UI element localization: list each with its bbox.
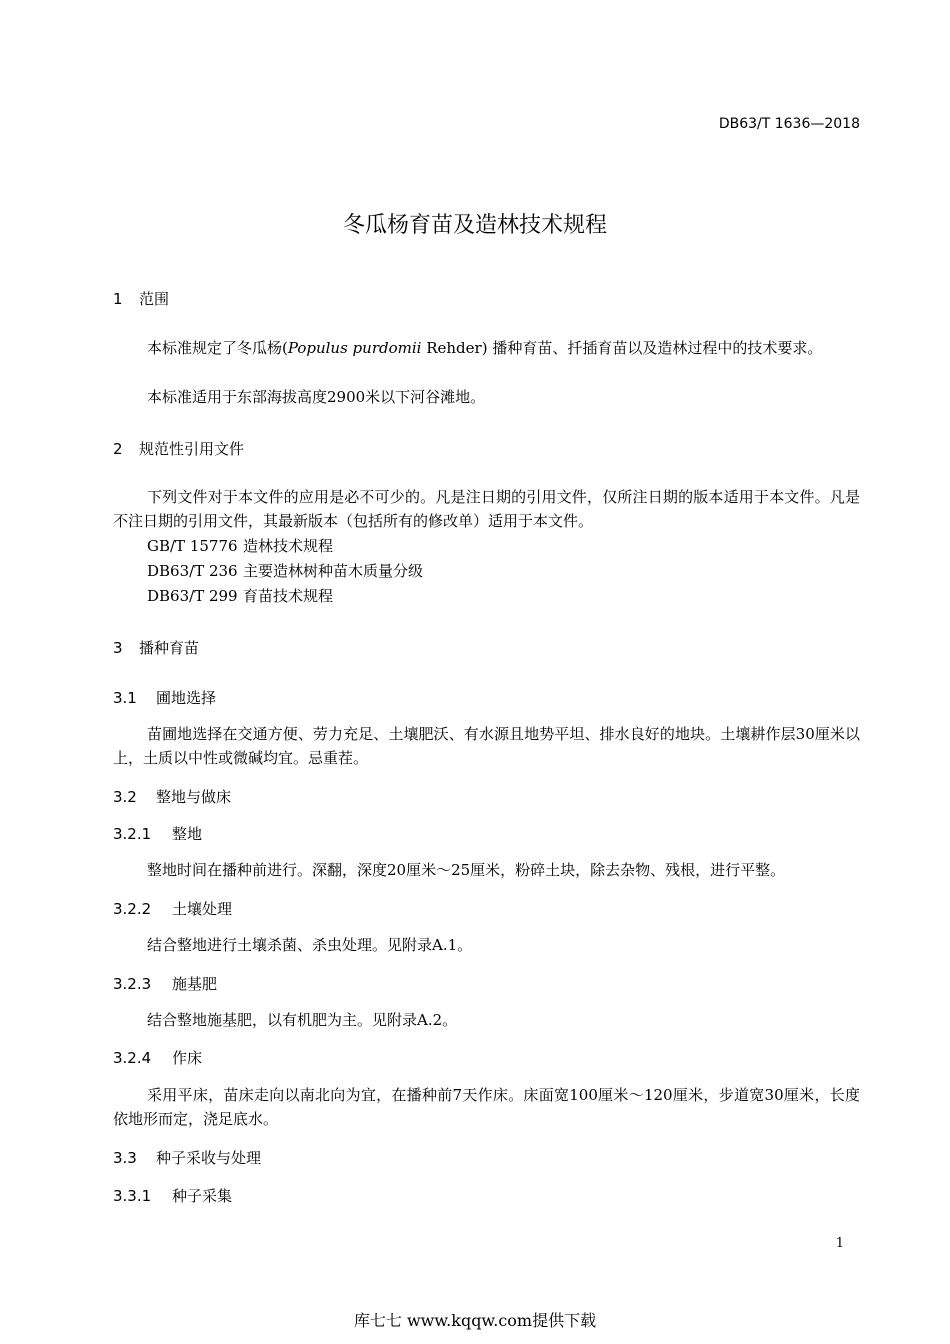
section-title: 范围 xyxy=(139,290,170,308)
section-number: 3.1 xyxy=(113,689,137,707)
section-title: 种子采集 xyxy=(172,1187,233,1205)
reference-code: DB63/T 299 xyxy=(147,587,238,605)
section-3-3-heading xyxy=(113,1147,261,1168)
text-run: Rehder) 播种育苗、扦插育苗以及造林过程中的技术要求。 xyxy=(421,339,823,357)
section-number: 3.2.4 xyxy=(113,1049,152,1067)
download-footer: 库七七 www.kqqw.com提供下载 xyxy=(353,1311,597,1330)
section-title: 种子采收与处理 xyxy=(156,1149,262,1167)
reference-item xyxy=(147,585,333,606)
section-3-heading xyxy=(113,637,199,658)
standard-code: DB63/T 1636—2018 xyxy=(718,116,860,132)
section-number: 3.3 xyxy=(113,1149,137,1167)
section-title: 作床 xyxy=(172,1049,203,1067)
section-number: 3.2.2 xyxy=(113,900,152,918)
section-2-heading xyxy=(113,438,244,459)
reference-code: DB63/T 236 xyxy=(147,562,238,580)
section-3-2-3-heading xyxy=(113,973,217,994)
section-number: 3.2 xyxy=(113,788,137,806)
section-number: 3 xyxy=(113,639,123,657)
section-title: 规范性引用文件 xyxy=(139,440,245,458)
section-number: 3.3.1 xyxy=(113,1187,152,1205)
section-3-2-heading xyxy=(113,786,231,807)
section-1-heading xyxy=(113,288,169,309)
section-number: 3.2.3 xyxy=(113,975,152,993)
section-number: 3.2.1 xyxy=(113,825,152,843)
section-3-2-3-paragraph: 结合整地施基肥，以有机肥为主。见附录A.2。 xyxy=(147,1011,458,1029)
section-title: 圃地选择 xyxy=(156,689,217,707)
section-3-1-heading xyxy=(113,687,216,708)
section-1-paragraph-1 xyxy=(113,336,860,360)
section-3-2-2-paragraph: 结合整地进行土壤杀菌、杀虫处理。见附录A.1。 xyxy=(147,936,473,954)
section-2-paragraph-1: 下列文件对于本文件的应用是必不可少的。凡是注日期的引用文件，仅所注日期的版本适用于本文件。凡是不注日期的引用文件，其最新版本（包括所有的修改单）适用于本文件。 xyxy=(113,488,860,530)
section-3-2-1-heading xyxy=(113,823,202,844)
reference-name: 造林技术规程 xyxy=(243,537,334,555)
section-3-3-1-heading xyxy=(113,1185,232,1206)
text-run: 本标准规定了冬瓜杨( xyxy=(147,339,288,357)
reference-item xyxy=(147,560,423,581)
section-3-2-4-paragraph: 采用平床，苗床走向以南北向为宜，在播种前7天作床。床面宽100厘米～120厘米，步道宽30厘米，长度依地形而定，浇足底水。 xyxy=(113,1086,860,1128)
section-title: 整地 xyxy=(172,825,203,843)
section-3-2-4-heading xyxy=(113,1047,202,1068)
section-3-1-paragraph: 苗圃地选择在交通方便、劳力充足、土壤肥沃、有水源且地势平坦、排水良好的地块。土壤耕作层30厘米以上，土质以中性或微碱均宜。忌重茬。 xyxy=(113,725,860,767)
section-title: 整地与做床 xyxy=(156,788,232,806)
section-number: 1 xyxy=(113,290,123,308)
document-title: 冬瓜杨育苗及造林技术规程 xyxy=(342,213,607,238)
section-3-2-1-paragraph: 整地时间在播种前进行。深翻，深度20厘米～25厘米，粉碎土块，除去杂物、残根，进行平整。 xyxy=(147,861,786,879)
section-title: 土壤处理 xyxy=(172,900,233,918)
latin-name: Populus purdomii xyxy=(287,339,422,357)
reference-item xyxy=(147,535,333,556)
reference-name: 主要造林树种苗木质量分级 xyxy=(243,562,424,580)
reference-code: GB/T 15776 xyxy=(147,537,238,555)
section-3-2-2-heading xyxy=(113,898,232,919)
page-number: 1 xyxy=(835,1236,844,1251)
section-title: 播种育苗 xyxy=(139,639,200,657)
section-number: 2 xyxy=(113,440,123,458)
section-1-paragraph-2: 本标准适用于东部海拔高度2900米以下河谷滩地。 xyxy=(147,388,486,406)
reference-name: 育苗技术规程 xyxy=(243,587,334,605)
section-title: 施基肥 xyxy=(172,975,218,993)
